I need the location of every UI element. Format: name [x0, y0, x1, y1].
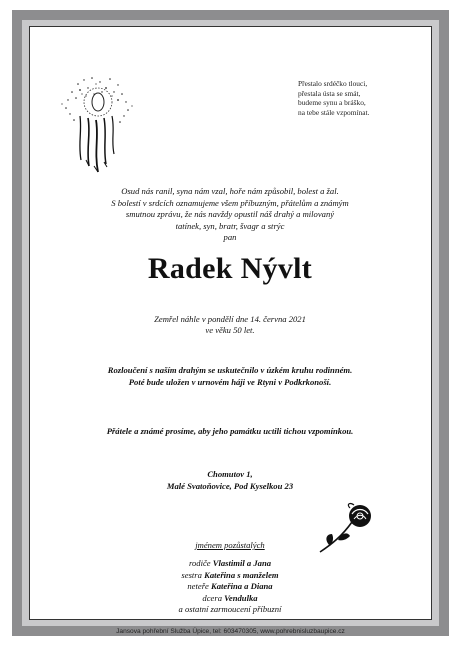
intro-line: pan [223, 232, 237, 243]
survivor-names: Kateřina s manželem [204, 569, 279, 580]
survivor-row: a ostatní zarmoucení příbuzní [178, 604, 282, 615]
address-line: Malé Svatoňovice, Pod Kyselkou 23 [166, 481, 294, 491]
survivor-names: Vendulka [224, 592, 258, 603]
survivor-names: Kateřina a Diana [211, 581, 273, 592]
survivors-heading: jménem pozůstalých [195, 540, 265, 550]
poem-line: budeme synu a bráško, [298, 98, 366, 108]
remembrance-request: Přátele a známé prosíme, aby jeho památku uctili tichou vzpomínkou. [106, 426, 354, 436]
poem-line: Přestalo srdéčko tlouci, [298, 79, 368, 88]
survivor-row: sestra Kateřina s manželem [181, 569, 279, 580]
funeral-service-footer: Jansova pohřební Služba Úpice, tel: 603470305, www.pohrebnisluzbaupice.cz [116, 628, 345, 635]
announcement-intro [60, 186, 400, 244]
intro-line: smutnou zprávu, že nás navždy opustil náš drahý a milovaný [125, 209, 335, 220]
poem [298, 79, 438, 117]
poem-line: na tebe stále vzpomínat. [298, 107, 370, 117]
survivor-row: rodiče Vlastimil a Jana [188, 558, 272, 569]
poem-line: přestala ústa se smát, [298, 88, 361, 98]
intro-line: Osud nás ranil, syna nám vzal, hoře nám způsobil, bolest a žal. [121, 186, 339, 196]
water-lily-ornament-icon [58, 74, 148, 189]
survivors-list [90, 540, 370, 615]
survivor-row: dcera Vendulka [202, 592, 258, 603]
intro-line: tatínek, syn, bratr, švagr a strýc [175, 220, 285, 231]
age-line: ve věku 50 let. [205, 325, 255, 336]
family-address [60, 468, 400, 492]
death-date-line: Zemřel náhle v pondělí dne 14. června 2021 [154, 314, 306, 324]
intro-line: S bolestí v srdcích oznamujeme všem příbuzným, přátelům a známým [111, 197, 349, 208]
address-line: Chomutov 1, [207, 469, 253, 479]
deceased-name: Radek Nývlt [147, 252, 313, 285]
survivor-names: Vlastimil a Jana [212, 558, 272, 569]
farewell-line: Rozloučení s naším drahým se uskutečnilo v úzkém kruhu rodinném. [107, 365, 353, 375]
death-details [60, 314, 400, 336]
survivor-row: neteře Kateřina a Diana [187, 581, 273, 592]
farewell-info [50, 364, 410, 388]
farewell-line: Poté bude uložen v urnovém háji ve Rtyni v Podkrkonoší. [128, 377, 332, 387]
